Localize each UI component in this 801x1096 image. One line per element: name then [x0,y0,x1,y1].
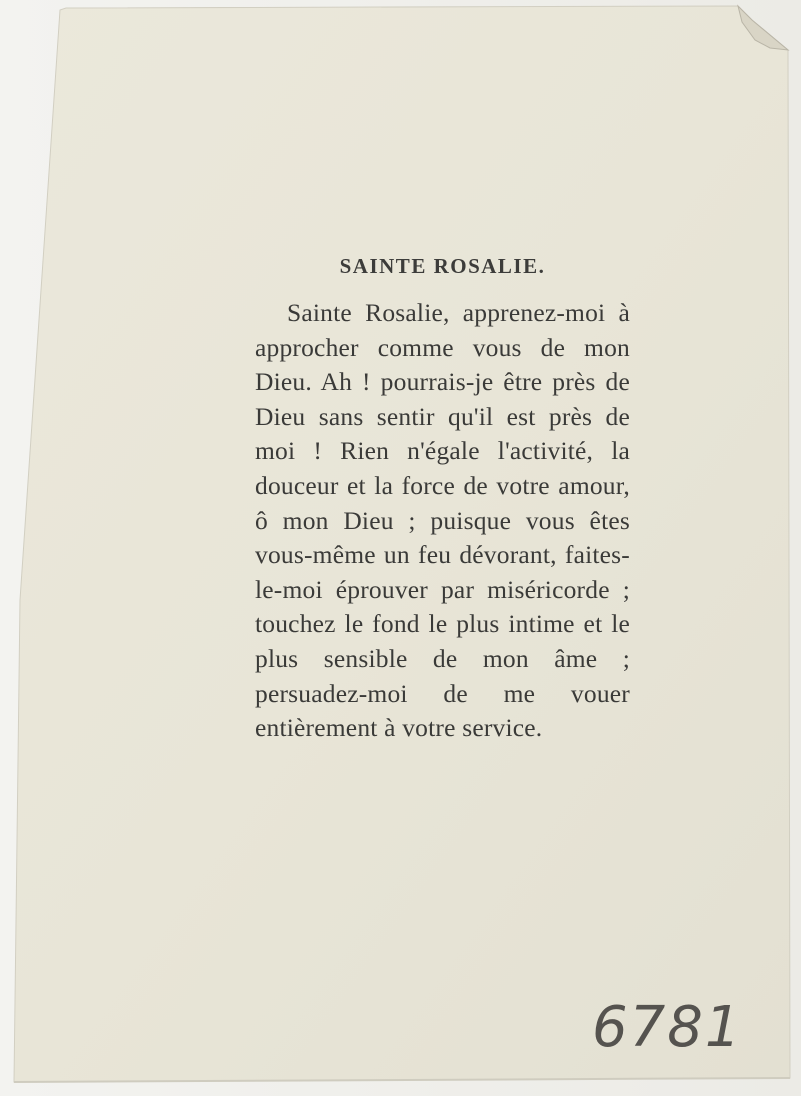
catalog-number-text: 6781 [592,995,743,1060]
prayer-title: SAINTE ROSALIE. [339,254,546,278]
handwritten-catalog-number [588,992,743,1062]
prayer-text: Sainte Rosalie, apprenez-moi à approcher comme vous de mon Dieu. Ah ! pourrais-je être près de Dieu sans sentir qu'il est près de moi ! Rien n'égale l'activité, la douceur et la force de votre amour, ô mon Dieu ; puisque vous êtes vous-même un feu dévorant, faites-le-moi éprouver par miséricorde ; touchez le fond le plus intime et le plus sensible de mon âme ; persuadez-moi de me vouer entièrement à votre service. [255,298,630,743]
